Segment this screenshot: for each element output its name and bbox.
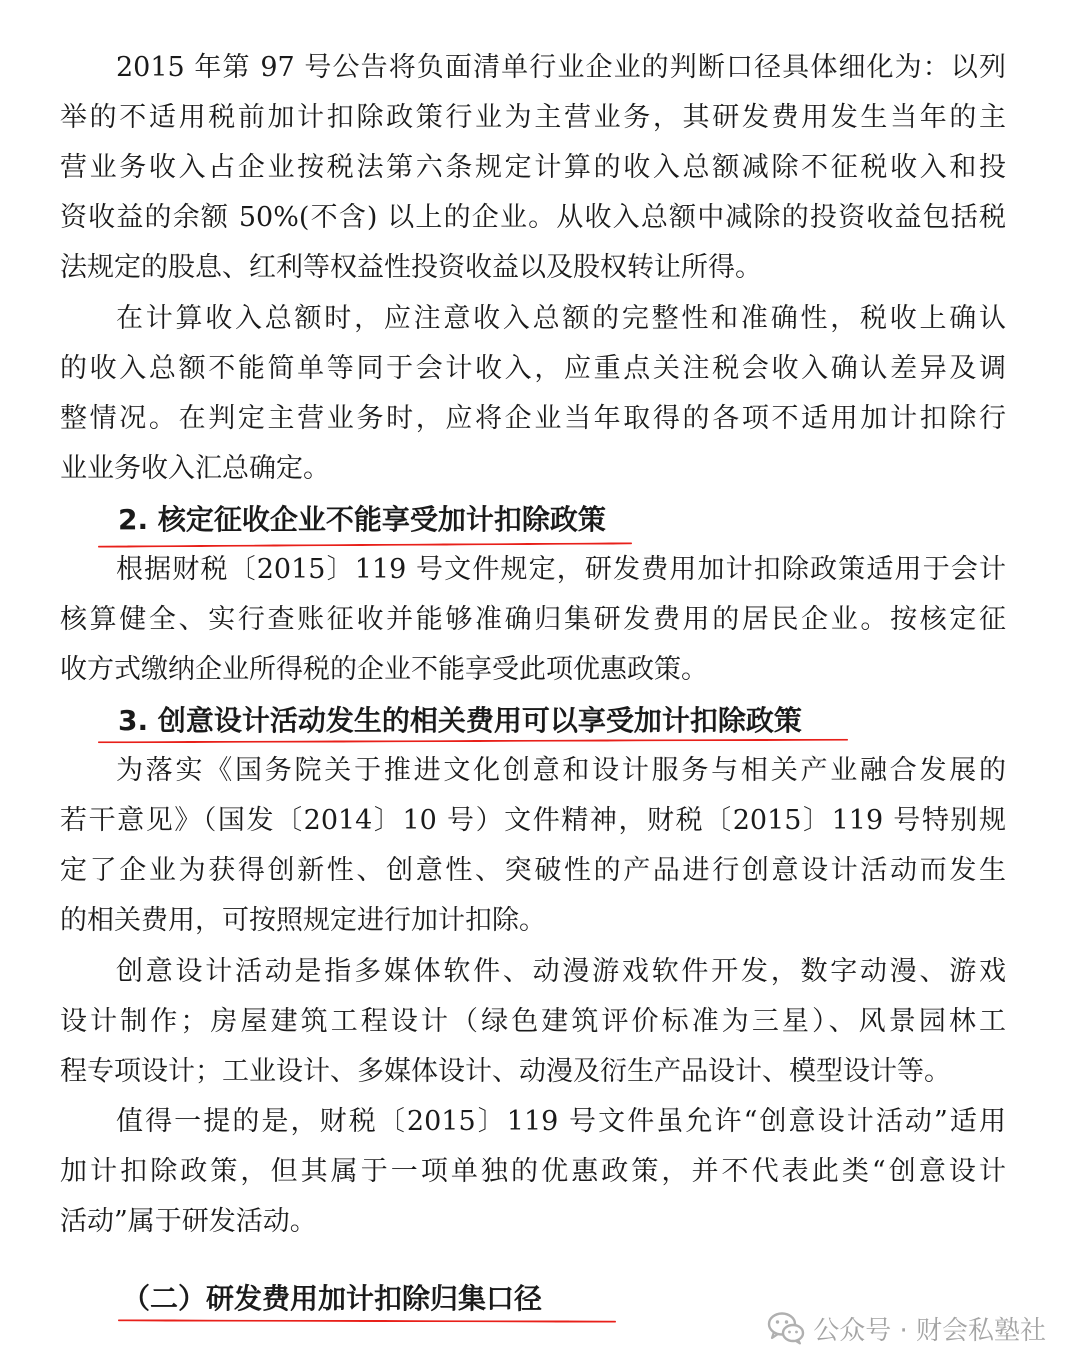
paragraph-1-line-5: 法规定的股息、红利等权益性投资收益以及股权转让所得。 [60, 252, 762, 283]
paragraph-6-line-2: 加计扣除政策，但其属于一项单独的优惠政策，并不代表此类“创意设计 [60, 1156, 1006, 1187]
paragraph-2-line-3: 整情况。在判定主营业务时，应将企业当年取得的各项不适用加计扣除行 [60, 403, 1006, 434]
section-2-underline [118, 1319, 616, 1322]
paragraph-1-line-3: 营业务收入占企业按税法第六条规定计算的收入总额减除不征税收入和投 [60, 152, 1006, 183]
paragraph-3-line-2: 核算健全、实行查账征收并能够准确归集研发费用的居民企业。按核定征 [60, 604, 1006, 635]
paragraph-5-line-2: 设计制作；房屋建筑工程设计（绿色建筑评价标准为三星）、风景园林工 [60, 1006, 1006, 1037]
paragraph-1-line-2: 举的不适用税前加计扣除政策行业为主营业务，其研发费用发生当年的主 [60, 102, 1006, 133]
paragraph-6-line-1: 值得一提的是，财税〔2015〕119 号文件虽允许“创意设计活动”适用 [116, 1106, 1006, 1137]
paragraph-5-line-1: 创意设计活动是指多媒体软件、动漫游戏软件开发，数字动漫、游戏 [116, 956, 1006, 987]
heading-3: 3. 创意设计活动发生的相关费用可以享受加计扣除政策 [118, 704, 802, 737]
section-2-heading: （二）研发费用加计扣除归集口径 [122, 1282, 543, 1315]
watermark-text: 公众号 · 财会私塾社 [813, 1315, 1046, 1346]
heading-2: 2. 核定征收企业不能享受加计扣除政策 [118, 503, 606, 536]
paragraph-5-line-3: 程专项设计；工业设计、多媒体设计、动漫及衍生产品设计、模型设计等。 [60, 1056, 951, 1087]
paragraph-1-line-4: 资收益的余额 50%(不含) 以上的企业。从收入总额中减除的投资收益包括税 [60, 202, 1006, 233]
paragraph-2-line-2: 的收入总额不能简单等同于会计收入，应重点关注税会收入确认差异及调 [60, 353, 1006, 384]
paragraph-6-line-3: 活动”属于研发活动。 [60, 1206, 317, 1237]
paragraph-3-line-1: 根据财税〔2015〕119 号文件规定，研发费用加计扣除政策适用于会计 [116, 554, 1006, 585]
paragraph-2-line-1: 在计算收入总额时，应注意收入总额的完整性和准确性，税收上确认 [116, 303, 1006, 334]
paragraph-4-line-3: 定了企业为获得创新性、创意性、突破性的产品进行创意设计活动而发生 [60, 855, 1006, 886]
paragraph-4-line-4: 的相关费用，可按照规定进行加计扣除。 [60, 905, 546, 936]
heading-2-underline [98, 542, 632, 547]
paragraph-4-line-1: 为落实《国务院关于推进文化创意和设计服务与相关产业融合发展的 [116, 755, 1006, 786]
watermark [767, 1308, 1046, 1348]
paragraph-4-line-2: 若干意见》（国发〔2014〕10 号）文件精神，财税〔2015〕119 号特别规 [60, 805, 1006, 836]
paragraph-2-line-4: 业业务收入汇总确定。 [60, 453, 330, 484]
paragraph-1-line-1: 2015 年第 97 号公告将负面清单行业企业的判断口径具体细化为：以列 [116, 52, 1006, 83]
wechat-icon [767, 1311, 805, 1345]
paragraph-3-line-3: 收方式缴纳企业所得税的企业不能享受此项优惠政策。 [60, 654, 708, 685]
